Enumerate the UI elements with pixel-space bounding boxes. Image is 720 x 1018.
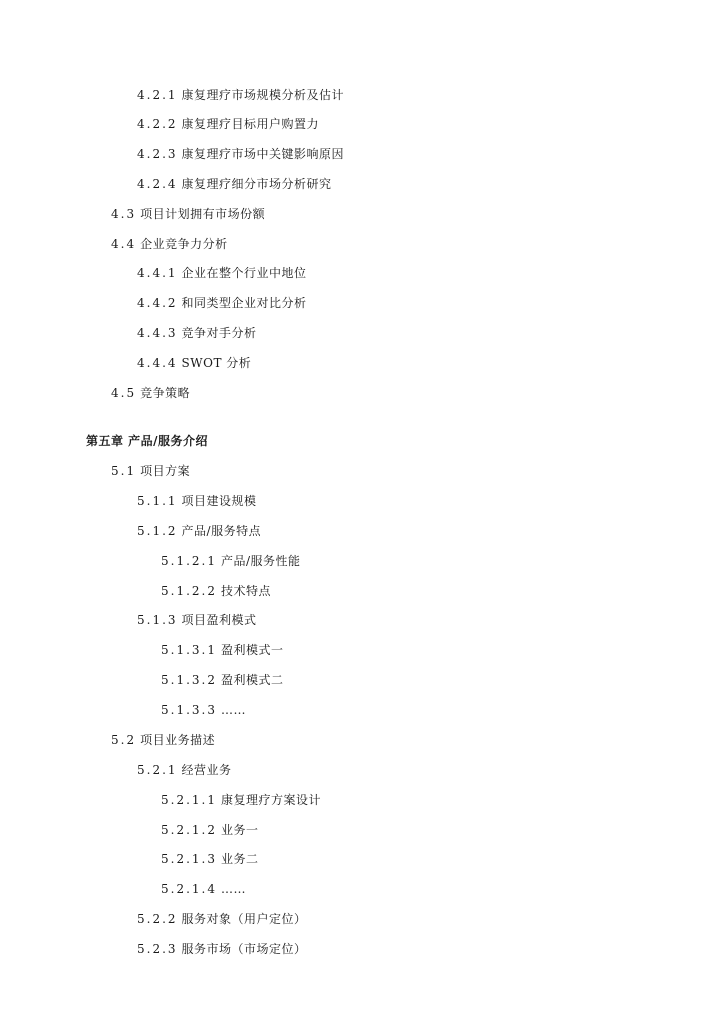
toc-entry-4-2-1 xyxy=(137,87,344,103)
toc-number: 5.1.3.3 xyxy=(161,703,217,717)
toc-title: 业务二 xyxy=(220,852,259,866)
toc-entry-5-1-2-2 xyxy=(161,583,271,599)
toc-number: 5.2.1.2 xyxy=(161,823,217,837)
toc-chapter-5 xyxy=(86,433,208,449)
toc-title: 项目业务描述 xyxy=(140,733,216,747)
toc-entry-4-4-2 xyxy=(137,295,307,311)
toc-entry-4-5 xyxy=(111,385,190,401)
toc-title: 康复理疗细分市场分析研究 xyxy=(181,177,332,191)
toc-number: 5.2.1.1 xyxy=(161,793,217,807)
toc-title: 项目计划拥有市场份额 xyxy=(140,207,266,221)
toc-title: 项目方案 xyxy=(140,464,191,478)
toc-number: 4.2.1 xyxy=(137,88,178,102)
toc-title: 康复理疗市场中关键影响原因 xyxy=(181,147,345,161)
toc-entry-4-4-1 xyxy=(137,265,307,281)
toc-number: 4.4.3 xyxy=(137,326,178,340)
toc-title: 康复理疗方案设计 xyxy=(220,793,321,807)
toc-title: 技术特点 xyxy=(220,584,271,598)
toc-number: 4.4.2 xyxy=(137,296,178,310)
toc-number: 4.2.3 xyxy=(137,147,178,161)
toc-number: 5.2.3 xyxy=(137,942,178,956)
toc-number: 5.2.2 xyxy=(137,912,178,926)
toc-number: 5.1.3.2 xyxy=(161,673,217,687)
toc-number: 4.4 xyxy=(111,237,137,251)
toc-title: 产品/服务性能 xyxy=(220,554,301,568)
toc-number: 4.3 xyxy=(111,207,137,221)
toc-title: 竞争对手分析 xyxy=(181,326,257,340)
toc-number: 5.1 xyxy=(111,464,137,478)
toc-title: 盈利模式一 xyxy=(220,643,284,657)
toc-number: 5.2.1.4 xyxy=(161,882,217,896)
toc-number: 5.1.3 xyxy=(137,613,178,627)
toc-entry-4-2-4 xyxy=(137,176,332,192)
toc-entry-5-2-1-3 xyxy=(161,851,259,867)
toc-number: 4.2.4 xyxy=(137,177,178,191)
toc-title: 经营业务 xyxy=(181,763,232,777)
toc-entry-4-2-2 xyxy=(137,116,319,132)
toc-entry-5-2-1-1 xyxy=(161,792,321,808)
toc-title: 项目建设规模 xyxy=(181,494,257,508)
toc-title: 业务一 xyxy=(220,823,259,837)
chapter-title: 第五章 产品/服务介绍 xyxy=(86,434,209,448)
toc-entry-5-1-2 xyxy=(137,523,261,539)
toc-title: 康复理疗市场规模分析及估计 xyxy=(181,88,345,102)
toc-number: 4.5 xyxy=(111,386,137,400)
toc-number: 5.1.3.1 xyxy=(161,643,217,657)
toc-entry-5-1-3 xyxy=(137,612,257,628)
toc-number: 5.2.1 xyxy=(137,763,178,777)
toc-title: 和同类型企业对比分析 xyxy=(181,296,307,310)
toc-number: 5.2.1.3 xyxy=(161,852,217,866)
toc-entry-5-1-2-1 xyxy=(161,553,301,569)
toc-number: 5.1.2.1 xyxy=(161,554,217,568)
toc-entry-4-4 xyxy=(111,236,228,252)
toc-entry-4-3 xyxy=(111,206,265,222)
toc-entry-5-2-3 xyxy=(137,941,307,957)
toc-title: 产品/服务特点 xyxy=(181,524,262,538)
toc-entry-5-1-3-2 xyxy=(161,672,284,688)
toc-number: 4.2.2 xyxy=(137,117,178,131)
toc-title: SWOT 分析 xyxy=(181,356,252,370)
toc-title: 项目盈利模式 xyxy=(181,613,257,627)
toc-title: 服务市场（市场定位） xyxy=(181,942,307,956)
toc-entry-5-1-3-1 xyxy=(161,642,284,658)
toc-title: 竞争策略 xyxy=(140,386,191,400)
toc-number: 5.1.1 xyxy=(137,494,178,508)
toc-entry-4-4-3 xyxy=(137,325,257,341)
toc-title: 企业竞争力分析 xyxy=(140,237,228,251)
toc-number: 5.2 xyxy=(111,733,137,747)
toc-title: 服务对象（用户定位） xyxy=(181,912,307,926)
toc-entry-5-2-1 xyxy=(137,762,232,778)
toc-entry-5-2-1-4 xyxy=(161,881,246,897)
toc-number: 5.1.2 xyxy=(137,524,178,538)
toc-number: 5.1.2.2 xyxy=(161,584,217,598)
toc-entry-5-1-1 xyxy=(137,493,257,509)
toc-entry-4-4-4 xyxy=(137,355,251,371)
toc-entry-5-1-3-3 xyxy=(161,702,246,718)
toc-number: 4.4.4 xyxy=(137,356,178,370)
toc-entry-4-2-3 xyxy=(137,146,344,162)
toc-number: 4.4.1 xyxy=(137,266,178,280)
toc-title: …… xyxy=(220,882,246,896)
toc-title: …… xyxy=(220,703,246,717)
toc-entry-5-2 xyxy=(111,732,215,748)
toc-entry-5-2-2 xyxy=(137,911,307,927)
toc-title: 康复理疗目标用户购置力 xyxy=(181,117,320,131)
toc-title: 盈利模式二 xyxy=(220,673,284,687)
toc-entry-5-2-1-2 xyxy=(161,822,259,838)
toc-entry-5-1 xyxy=(111,463,190,479)
toc-title: 企业在整个行业中地位 xyxy=(181,266,307,280)
